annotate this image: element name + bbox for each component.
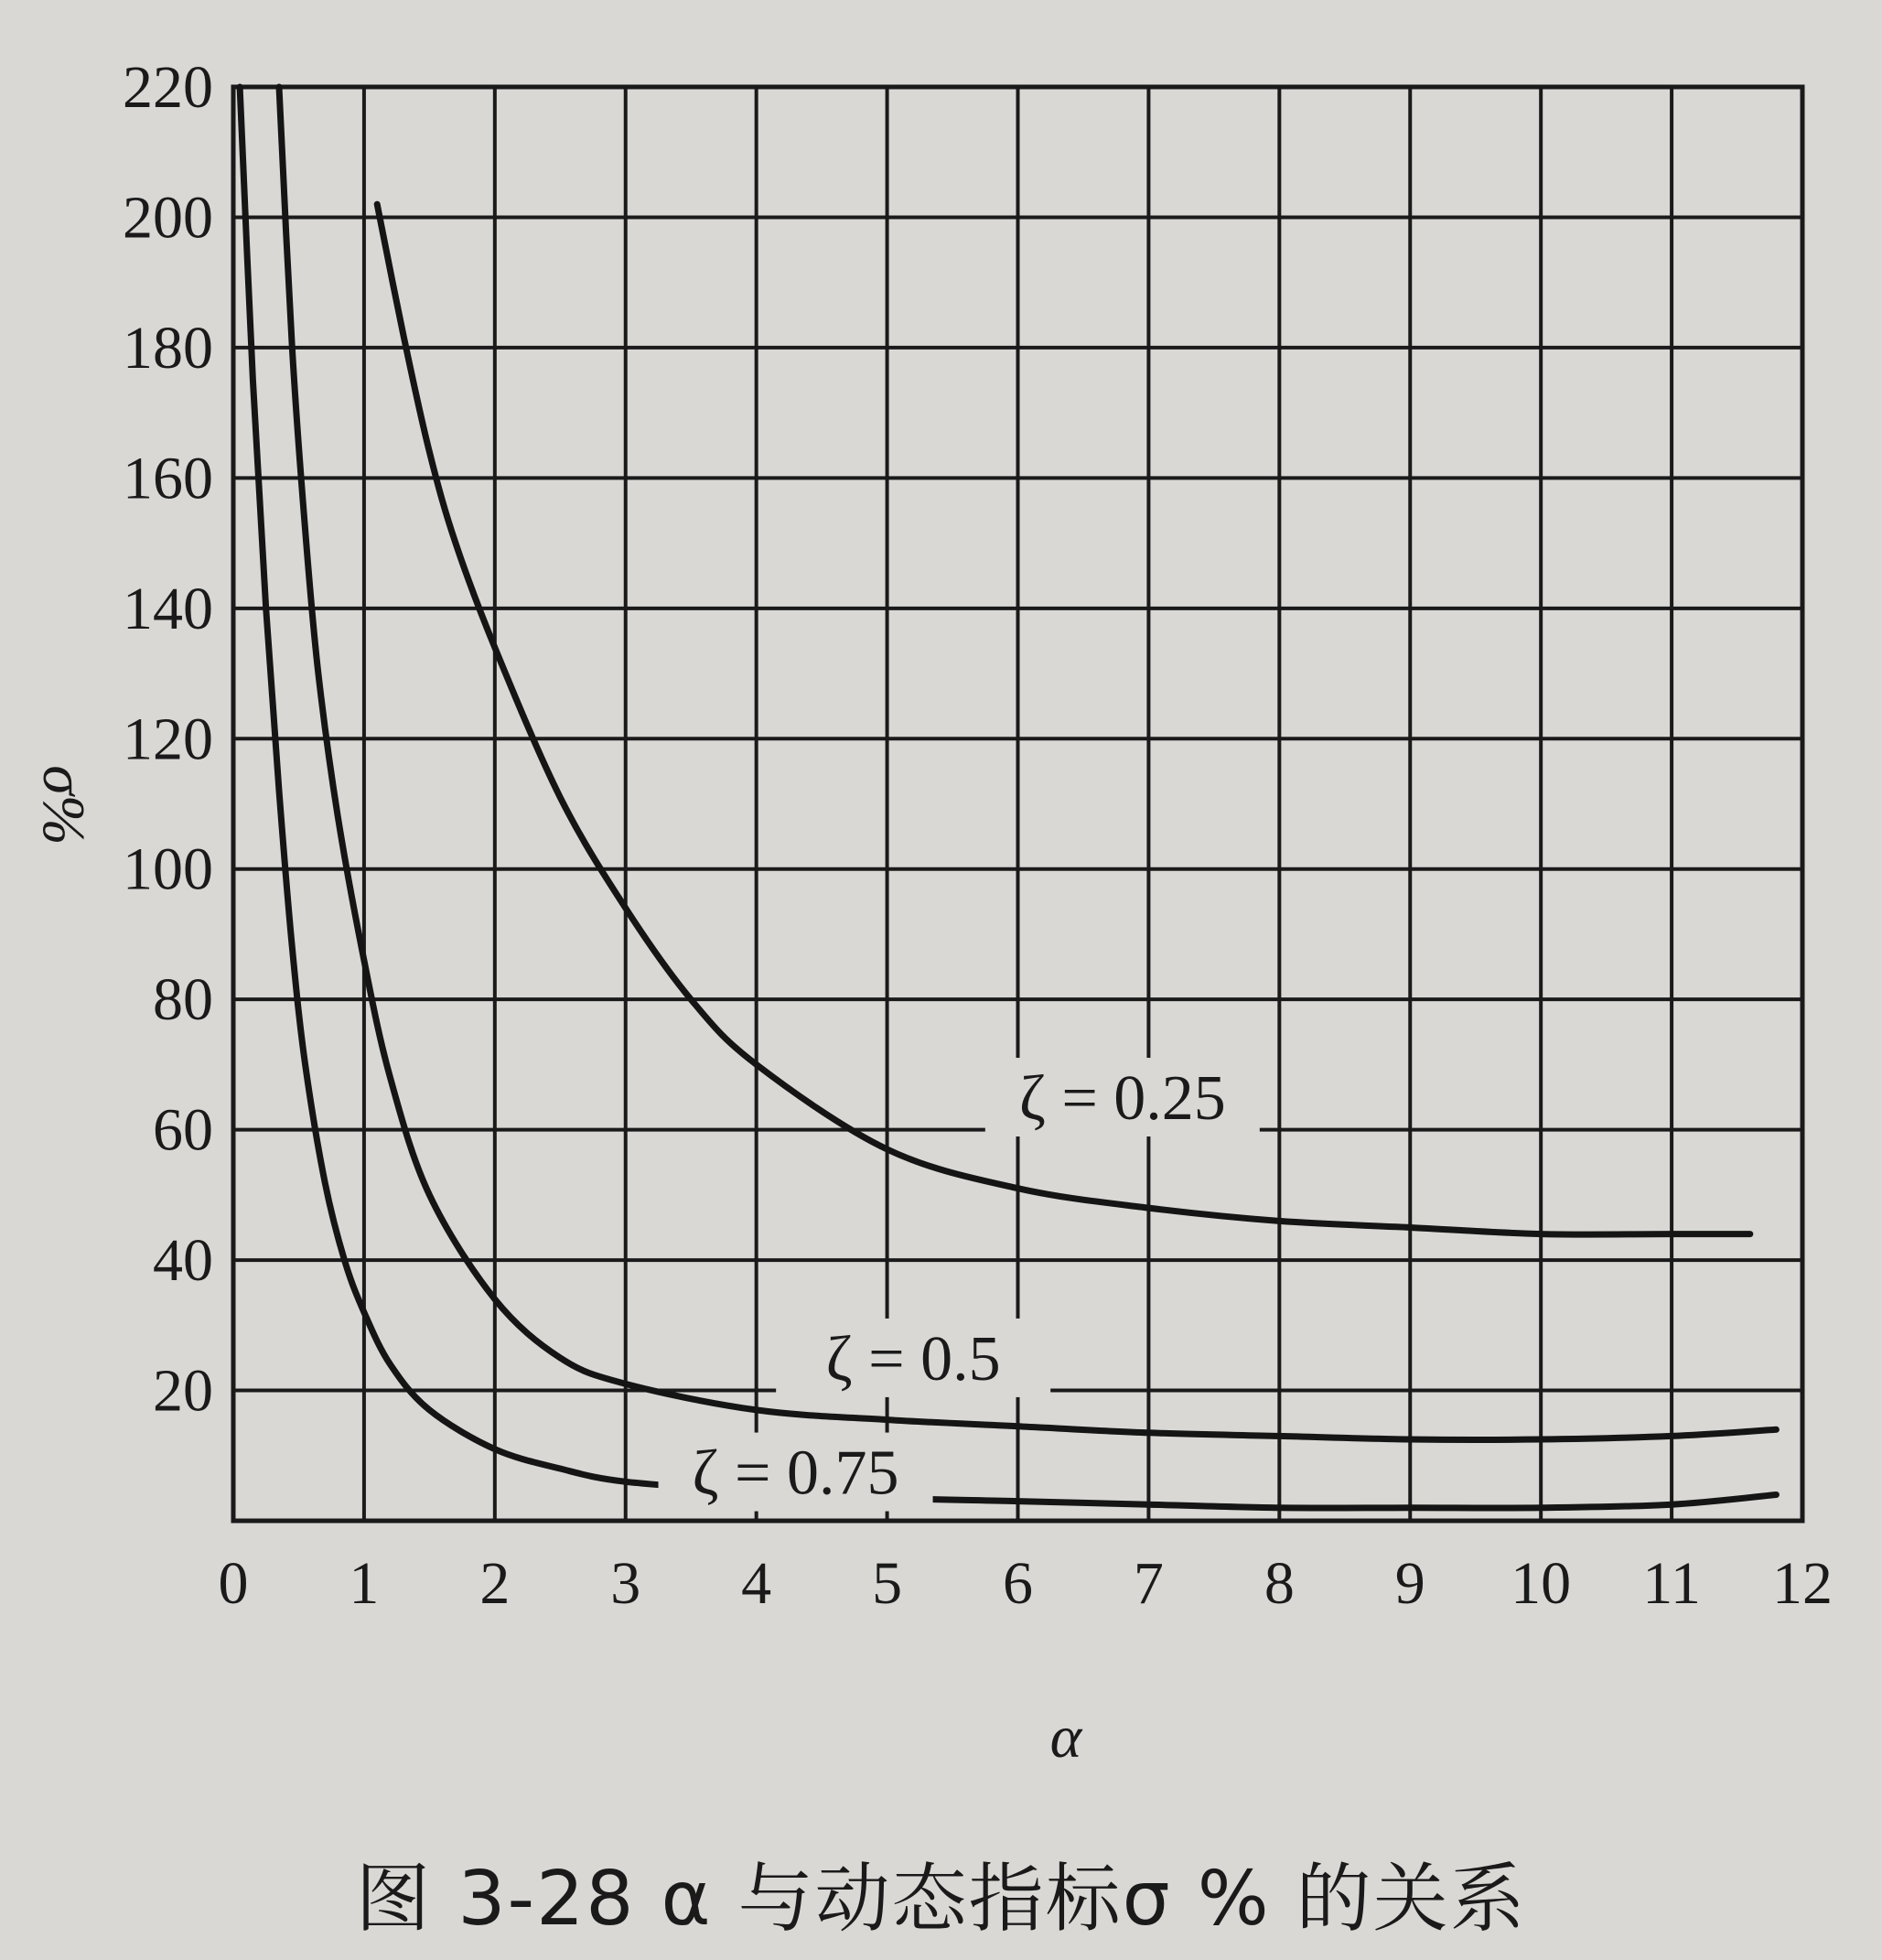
y-tick-label-220: 220: [123, 54, 213, 121]
x-tick-label-11: 11: [1642, 1550, 1701, 1617]
y-axis-label: σ%: [30, 765, 97, 845]
y-tick-label-180: 180: [123, 314, 213, 382]
curves: [240, 87, 1776, 1508]
y-tick-label-100: 100: [123, 835, 213, 903]
x-tick-label-2: 2: [479, 1550, 511, 1617]
y-tick-label-80: 80: [153, 966, 213, 1034]
x-tick-label-0: 0: [218, 1550, 249, 1617]
x-tick-label-7: 7: [1133, 1550, 1164, 1617]
x-tick-label-5: 5: [872, 1550, 903, 1617]
y-tick-label-200: 200: [123, 184, 213, 252]
x-tick-labels: [219, 1550, 1834, 1617]
x-tick-label-3: 3: [610, 1550, 641, 1617]
x-tick-label-8: 8: [1264, 1550, 1295, 1617]
x-tick-label-10: 10: [1511, 1550, 1572, 1617]
x-tick-label-4: 4: [741, 1550, 772, 1617]
y-tick-label-40: 40: [153, 1227, 213, 1295]
curve-labels: [659, 1058, 1260, 1512]
x-tick-label-9: 9: [1394, 1550, 1425, 1617]
curve-label-1: ζ = 0.5: [825, 1323, 1001, 1395]
x-tick-label-12: 12: [1772, 1550, 1833, 1617]
x-tick-label-6: 6: [1003, 1550, 1033, 1617]
curve-label-2: ζ = 0.75: [692, 1438, 899, 1509]
grid: [233, 87, 1802, 1521]
curve-label-0: ζ = 0.25: [1018, 1063, 1226, 1135]
figure-caption: 图 3-28 α 与动态指标σ % 的关系: [355, 1856, 1527, 1943]
y-tick-label-160: 160: [123, 445, 213, 512]
y-tick-labels: [123, 54, 213, 1425]
y-tick-label-60: 60: [153, 1096, 213, 1164]
series-line-2: [240, 87, 1776, 1508]
y-tick-label-120: 120: [123, 705, 213, 773]
y-tick-label-140: 140: [123, 575, 213, 642]
y-tick-label-20: 20: [153, 1357, 213, 1425]
x-tick-label-1: 1: [349, 1550, 380, 1617]
x-axis-label: α: [1049, 1704, 1082, 1771]
